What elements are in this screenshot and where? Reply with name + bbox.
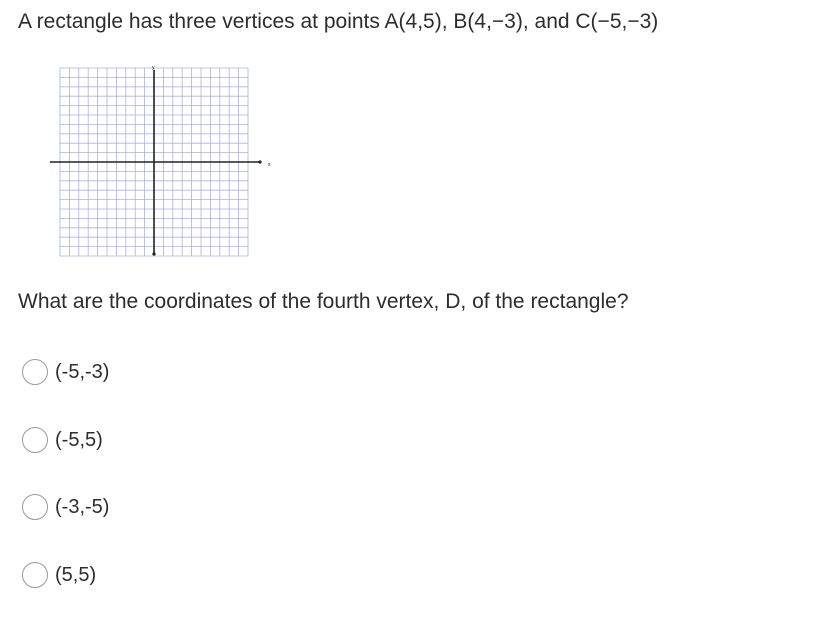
answer-choice-2[interactable] — [22, 426, 103, 454]
x-axis-label: x — [268, 162, 271, 168]
choice-label: (5,5) — [55, 564, 97, 586]
radio-button[interactable] — [22, 494, 48, 520]
answer-choice-1[interactable] — [22, 358, 109, 386]
answer-choice-4[interactable] — [22, 561, 96, 589]
x-axis-end-dot — [258, 160, 261, 163]
answer-choice-3[interactable] — [22, 493, 109, 521]
radio-button[interactable] — [22, 427, 48, 453]
radio-button[interactable] — [22, 562, 48, 588]
radio-button[interactable] — [22, 359, 48, 385]
choice-label: (-5,-3) — [55, 361, 110, 383]
prompt-text: What are the coordinates of the fourth vertex, D, of the rectangle? — [18, 290, 629, 313]
choice-label: (-5,5) — [55, 429, 103, 451]
y-axis-label: y — [152, 65, 155, 71]
y-axis-end-dot — [152, 252, 155, 255]
coordinate-grid — [48, 62, 278, 258]
choice-label: (-3,-5) — [55, 496, 110, 518]
question-text: A rectangle has three vertices at points A(4,5), B(4,−3), and C(−5,−3) — [18, 10, 659, 33]
